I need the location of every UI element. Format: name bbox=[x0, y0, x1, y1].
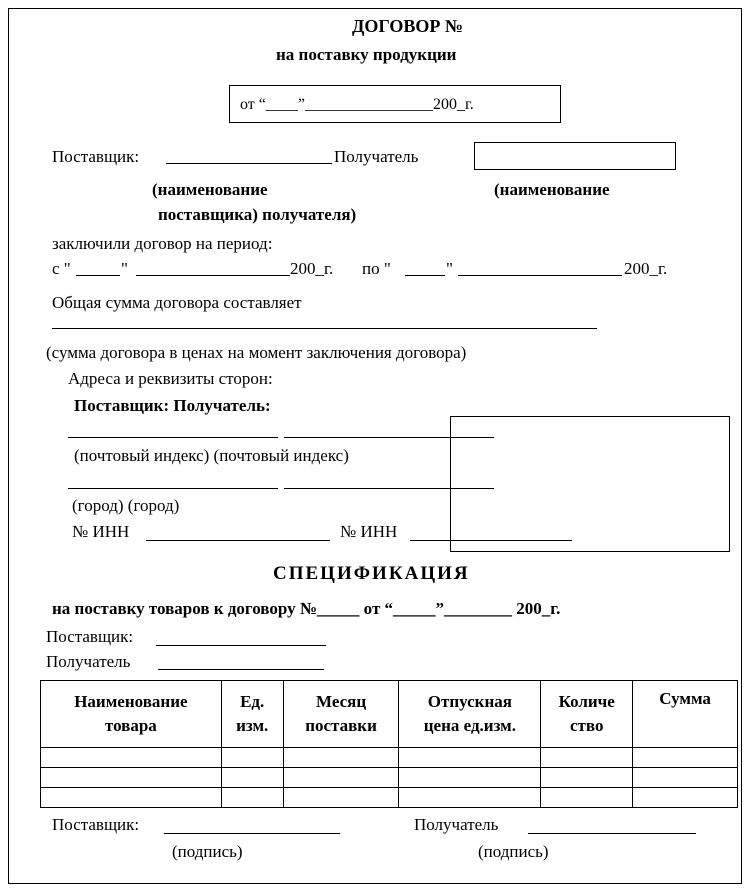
supplier-hint-2: поставщика) получателя) bbox=[158, 205, 357, 224]
period-from-day-field[interactable] bbox=[76, 275, 120, 276]
recipient-name-field[interactable] bbox=[474, 142, 676, 170]
signature-recipient-hint: (подпись) bbox=[478, 842, 549, 861]
period-year-1: 200_г. bbox=[290, 259, 334, 278]
requisites-title: Адреса и реквизиты сторон: bbox=[68, 369, 273, 388]
recipient-inn-label: № ИНН bbox=[340, 522, 398, 541]
spec-supplier-field[interactable] bbox=[156, 645, 326, 646]
supplier-hint: (наименование bbox=[152, 180, 268, 199]
table-header-row bbox=[41, 681, 738, 748]
table-cell[interactable] bbox=[541, 768, 633, 788]
period-to-quote: " bbox=[446, 259, 453, 278]
recipient-address-field[interactable] bbox=[284, 437, 494, 438]
signature-supplier-label: Поставщик: bbox=[52, 815, 140, 834]
supplier-city-field[interactable] bbox=[68, 488, 278, 489]
contract-date-line[interactable]: от “____”________________200_г. bbox=[240, 96, 474, 113]
table-cell[interactable] bbox=[541, 788, 633, 808]
spec-recipient-label: Получатель bbox=[46, 652, 131, 671]
column-header-month: Месяц поставки bbox=[283, 681, 399, 748]
specification-title: СПЕЦИФИКАЦИЯ bbox=[273, 563, 470, 584]
sum-field[interactable] bbox=[52, 328, 597, 329]
table-cell[interactable] bbox=[221, 768, 283, 788]
period-from-month-field[interactable] bbox=[136, 275, 290, 276]
column-header-quantity: Количе ство bbox=[541, 681, 633, 748]
table-cell[interactable] bbox=[633, 768, 738, 788]
period-from-prefix: с " bbox=[52, 259, 71, 278]
recipient-label: Получатель bbox=[334, 147, 419, 166]
spec-supplier-label: Поставщик: bbox=[46, 627, 134, 646]
city-hint: (город) (город) bbox=[72, 496, 180, 515]
table-cell[interactable] bbox=[633, 748, 738, 768]
signature-recipient-label: Получатель bbox=[414, 815, 499, 834]
specification-subtitle: на поставку товаров к договору №_____ от “_____”________ 200_г. bbox=[52, 599, 561, 618]
supplier-name-field[interactable] bbox=[166, 163, 332, 164]
table-cell[interactable] bbox=[221, 788, 283, 808]
signature-recipient-field[interactable] bbox=[528, 833, 696, 834]
column-header-price: Отпускная цена ед.изм. bbox=[399, 681, 541, 748]
table-row bbox=[41, 768, 738, 788]
postal-index-hint: (почтовый индекс) (почтовый индекс) bbox=[74, 446, 349, 465]
table-cell[interactable] bbox=[221, 748, 283, 768]
column-header-unit: Ед. изм. bbox=[221, 681, 283, 748]
table-cell[interactable] bbox=[283, 768, 399, 788]
contract-subtitle: на поставку продукции bbox=[276, 45, 457, 64]
table-cell[interactable] bbox=[283, 748, 399, 768]
table-cell[interactable] bbox=[41, 768, 222, 788]
table-row bbox=[41, 748, 738, 768]
contract-title: ДОГОВОР № bbox=[352, 16, 463, 36]
period-to-month-field[interactable] bbox=[458, 275, 622, 276]
sum-hint: (сумма договора в ценах на момент заключения договора) bbox=[46, 343, 467, 362]
column-header-product: Наименование товара bbox=[41, 681, 222, 748]
supplier-inn-field[interactable] bbox=[146, 540, 330, 541]
table-cell[interactable] bbox=[41, 788, 222, 808]
period-to-text: по " bbox=[362, 259, 391, 278]
recipient-hint: (наименование bbox=[494, 180, 610, 199]
period-to-day-field[interactable] bbox=[405, 275, 445, 276]
supplier-inn-label: № ИНН bbox=[72, 522, 130, 541]
table-cell[interactable] bbox=[399, 788, 541, 808]
sum-label: Общая сумма договора составляет bbox=[52, 293, 302, 312]
table-cell[interactable] bbox=[633, 788, 738, 808]
table-row bbox=[41, 788, 738, 808]
table-cell[interactable] bbox=[41, 748, 222, 768]
table-cell[interactable] bbox=[283, 788, 399, 808]
spec-recipient-field[interactable] bbox=[158, 669, 324, 670]
signature-supplier-hint: (подпись) bbox=[172, 842, 243, 861]
supplier-label: Поставщик: bbox=[52, 147, 140, 166]
requisites-parties-heading: Поставщик: Получатель: bbox=[74, 396, 271, 415]
supplier-address-field[interactable] bbox=[68, 437, 278, 438]
signature-supplier-field[interactable] bbox=[164, 833, 340, 834]
period-year-2: 200_г. bbox=[624, 259, 668, 278]
specification-table bbox=[40, 680, 738, 808]
recipient-city-field[interactable] bbox=[284, 488, 494, 489]
table-cell[interactable] bbox=[399, 748, 541, 768]
column-header-sum: Сумма bbox=[633, 681, 738, 748]
table-cell[interactable] bbox=[541, 748, 633, 768]
table-cell[interactable] bbox=[399, 768, 541, 788]
period-intro: заключили договор на период: bbox=[52, 234, 273, 253]
recipient-inn-field[interactable] bbox=[410, 540, 572, 541]
period-from-quote: " bbox=[121, 259, 128, 278]
